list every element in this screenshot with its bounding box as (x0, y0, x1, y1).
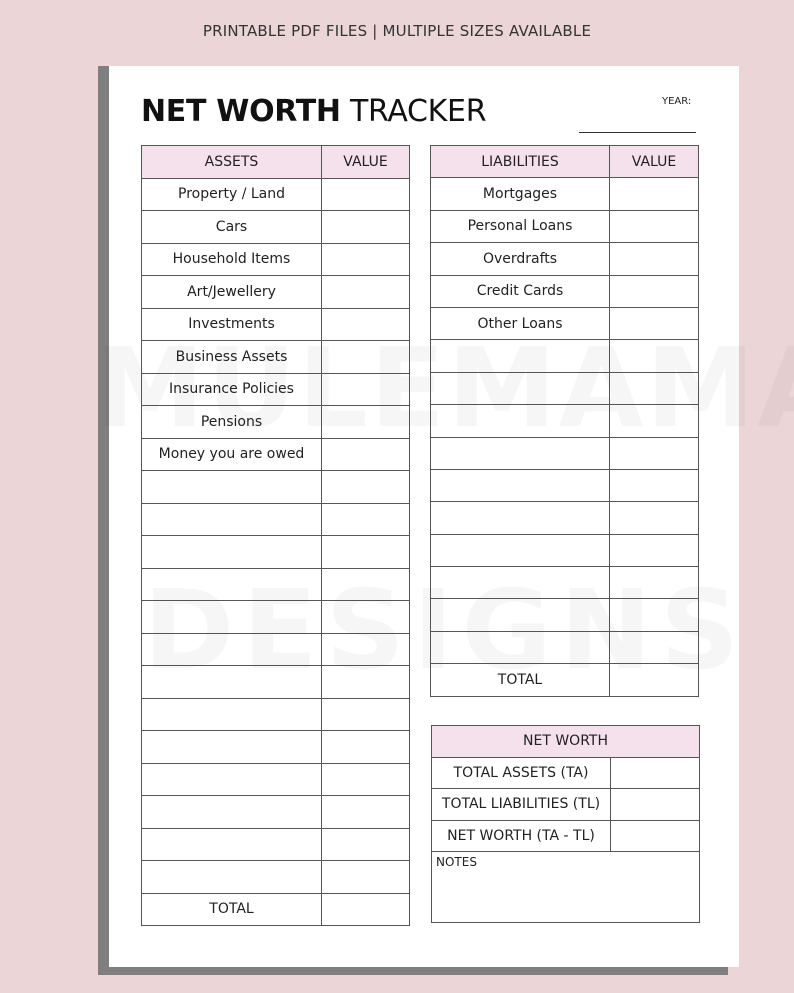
liabilities-header-row (431, 146, 699, 178)
liabilities-row-label (431, 340, 610, 372)
liabilities-total-row-label: TOTAL (431, 664, 610, 696)
liabilities-row (431, 502, 699, 534)
assets-row-label (142, 536, 322, 569)
liabilities-row (431, 243, 699, 275)
assets-row-label (142, 471, 322, 504)
liabilities-row (431, 340, 699, 372)
assets-row-label: Pensions (142, 406, 322, 439)
asset-value-cell[interactable] (322, 471, 410, 504)
assets-row (142, 861, 410, 894)
liabilities-total-row (431, 664, 699, 696)
liabilities-row-label (431, 469, 610, 501)
asset-value-cell[interactable] (322, 211, 410, 244)
asset-value-cell[interactable] (322, 373, 410, 406)
liabilities-row-label (431, 631, 610, 663)
liability-value-cell[interactable] (610, 664, 699, 696)
assets-row-label (142, 763, 322, 796)
liabilities-row (431, 307, 699, 339)
liability-value-cell[interactable] (610, 372, 699, 404)
net-worth-header-row (432, 726, 700, 758)
title-bold: NET WORTH (141, 94, 341, 129)
asset-value-cell[interactable] (322, 406, 410, 439)
assets-row (142, 341, 410, 374)
net-worth-body (432, 757, 700, 923)
liability-value-cell[interactable] (610, 437, 699, 469)
liabilities-row (431, 599, 699, 631)
net-worth-row-label: TOTAL LIABILITIES (TL) (432, 789, 611, 821)
liabilities-row (431, 437, 699, 469)
asset-value-cell[interactable] (322, 698, 410, 731)
asset-value-cell[interactable] (322, 666, 410, 699)
assets-row-label (142, 666, 322, 699)
assets-row (142, 633, 410, 666)
liability-value-cell[interactable] (610, 534, 699, 566)
assets-row-label (142, 731, 322, 764)
asset-value-cell[interactable] (322, 893, 410, 926)
liabilities-row-label: Other Loans (431, 307, 610, 339)
liability-value-cell[interactable] (610, 631, 699, 663)
net-worth-table (431, 725, 700, 923)
asset-value-cell[interactable] (322, 633, 410, 666)
assets-row (142, 796, 410, 829)
assets-row-label: Insurance Policies (142, 373, 322, 406)
assets-value-header: VALUE (322, 146, 410, 179)
assets-row-label (142, 503, 322, 536)
net-worth-row (432, 757, 700, 789)
assets-header-row (142, 146, 410, 179)
assets-row (142, 828, 410, 861)
assets-row (142, 178, 410, 211)
liabilities-row-label: Overdrafts (431, 243, 610, 275)
assets-row-label (142, 698, 322, 731)
liabilities-row-label (431, 534, 610, 566)
assets-row-label (142, 568, 322, 601)
assets-total-row-label: TOTAL (142, 893, 322, 926)
liabilities-row-label (431, 437, 610, 469)
liabilities-header: LIABILITIES (431, 146, 610, 178)
net-worth-row (432, 789, 700, 821)
assets-row-label: Household Items (142, 243, 322, 276)
liability-value-cell[interactable] (610, 340, 699, 372)
asset-value-cell[interactable] (322, 568, 410, 601)
assets-row-label (142, 828, 322, 861)
net-worth-row-label: NET WORTH (TA - TL) (432, 820, 611, 852)
notes-label: NOTES (436, 855, 477, 869)
assets-row (142, 666, 410, 699)
asset-value-cell[interactable] (322, 536, 410, 569)
liability-value-cell[interactable] (610, 469, 699, 501)
assets-row-label: Cars (142, 211, 322, 244)
year-line[interactable] (579, 132, 696, 133)
title-regular: TRACKER (349, 94, 487, 129)
assets-row-label: Money you are owed (142, 438, 322, 471)
asset-value-cell[interactable] (322, 276, 410, 309)
assets-row-label (142, 796, 322, 829)
liabilities-row-label: Mortgages (431, 178, 610, 210)
assets-row (142, 731, 410, 764)
assets-row (142, 568, 410, 601)
asset-value-cell[interactable] (322, 341, 410, 374)
liability-value-cell[interactable] (610, 599, 699, 631)
net-worth-header: NET WORTH (432, 726, 700, 758)
page-title (141, 94, 486, 129)
liabilities-row-label (431, 502, 610, 534)
asset-value-cell[interactable] (322, 438, 410, 471)
year-label: YEAR: (662, 96, 692, 107)
notes-area[interactable] (432, 852, 700, 923)
liabilities-body (431, 178, 699, 696)
assets-total-row (142, 893, 410, 926)
notes-row (432, 852, 700, 923)
assets-row-label: Business Assets (142, 341, 322, 374)
liability-value-cell[interactable] (610, 502, 699, 534)
assets-row-label (142, 601, 322, 634)
liability-value-cell[interactable] (610, 567, 699, 599)
assets-row-label (142, 633, 322, 666)
assets-row (142, 276, 410, 309)
assets-row-label: Art/Jewellery (142, 276, 322, 309)
liability-value-cell[interactable] (610, 405, 699, 437)
liability-value-cell[interactable] (610, 178, 699, 210)
liabilities-row (431, 178, 699, 210)
asset-value-cell[interactable] (322, 861, 410, 894)
assets-body (142, 178, 410, 926)
asset-value-cell[interactable] (322, 601, 410, 634)
asset-value-cell[interactable] (322, 763, 410, 796)
liabilities-row-label: Credit Cards (431, 275, 610, 307)
liabilities-row (431, 210, 699, 242)
printable-page (109, 66, 739, 967)
banner-text: PRINTABLE PDF FILES | MULTIPLE SIZES AVAILABLE (202, 22, 592, 40)
assets-row (142, 373, 410, 406)
asset-value-cell[interactable] (322, 503, 410, 536)
liabilities-value-header: VALUE (610, 146, 699, 178)
liabilities-table (430, 145, 699, 697)
assets-row (142, 763, 410, 796)
liabilities-row-label (431, 372, 610, 404)
liabilities-row (431, 534, 699, 566)
liability-value-cell[interactable] (610, 307, 699, 339)
liabilities-row (431, 469, 699, 501)
assets-row (142, 536, 410, 569)
net-worth-row (432, 820, 700, 852)
liabilities-row (431, 631, 699, 663)
liabilities-row-label (431, 599, 610, 631)
assets-row (142, 211, 410, 244)
liabilities-row (431, 405, 699, 437)
assets-row-label: Property / Land (142, 178, 322, 211)
asset-value-cell[interactable] (322, 178, 410, 211)
net-worth-row-label: TOTAL ASSETS (TA) (432, 757, 611, 789)
assets-row (142, 698, 410, 731)
assets-row (142, 406, 410, 439)
net-worth-value-cell[interactable] (611, 757, 700, 789)
assets-row-label: Investments (142, 308, 322, 341)
liabilities-row (431, 372, 699, 404)
liability-value-cell[interactable] (610, 275, 699, 307)
assets-table (141, 145, 410, 926)
liabilities-row-label (431, 405, 610, 437)
assets-row (142, 438, 410, 471)
liability-value-cell[interactable] (610, 210, 699, 242)
assets-row-label (142, 861, 322, 894)
assets-row (142, 308, 410, 341)
assets-row (142, 503, 410, 536)
asset-value-cell[interactable] (322, 308, 410, 341)
asset-value-cell[interactable] (322, 828, 410, 861)
asset-value-cell[interactable] (322, 731, 410, 764)
liability-value-cell[interactable] (610, 243, 699, 275)
liabilities-row (431, 567, 699, 599)
asset-value-cell[interactable] (322, 243, 410, 276)
liabilities-row-label (431, 567, 610, 599)
assets-row (142, 243, 410, 276)
assets-row (142, 471, 410, 504)
liabilities-row (431, 275, 699, 307)
asset-value-cell[interactable] (322, 796, 410, 829)
net-worth-value-cell[interactable] (611, 820, 700, 852)
assets-header: ASSETS (142, 146, 322, 179)
net-worth-value-cell[interactable] (611, 789, 700, 821)
assets-row (142, 601, 410, 634)
liabilities-row-label: Personal Loans (431, 210, 610, 242)
